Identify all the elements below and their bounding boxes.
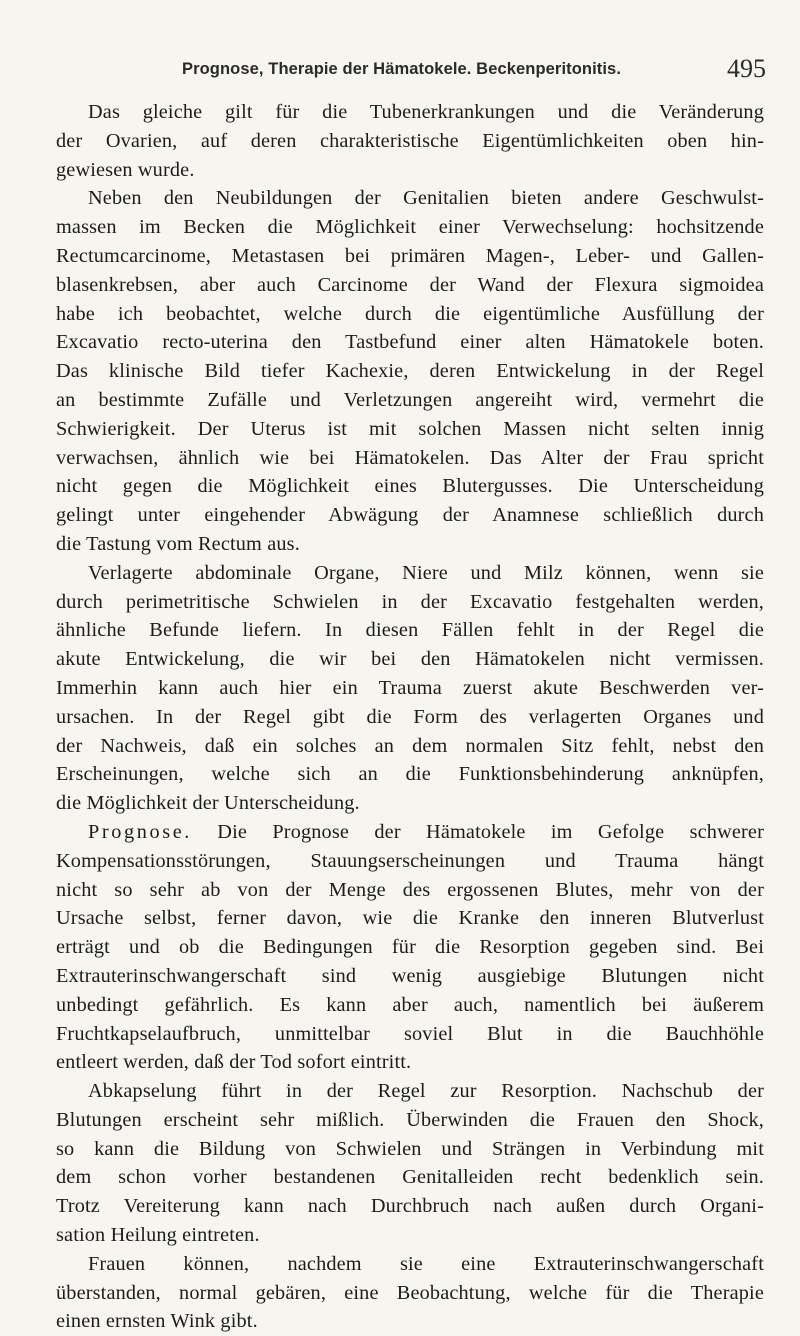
text-line: habe ich beobachtet, welche durch die eigentümliche Ausfüllung der bbox=[56, 302, 764, 325]
text-line: nicht so sehr ab von der Menge des ergossenen Blutes, mehr von der bbox=[56, 878, 764, 901]
running-header bbox=[182, 52, 772, 82]
text-line: an bestimmte Zufälle und Verletzungen angereiht wird, vermehrt die bbox=[56, 388, 764, 411]
text-line: Excavatio recto-uterina den Tastbefund einer alten Hämatokele boten. bbox=[56, 331, 764, 354]
text-line: Erscheinungen, welche sich an die Funktionsbehinderung anknüpfen, bbox=[56, 763, 764, 786]
text-line: entleert werden, daß der Tod sofort eintritt. bbox=[56, 1051, 412, 1074]
text-line: gewiesen wurde. bbox=[56, 158, 195, 181]
text-line: gelingt unter eingehender Abwägung der Anamnese schließlich durch bbox=[56, 504, 764, 527]
text-line: Verlagerte abdominale Organe, Niere und Milz können, wenn sie bbox=[88, 561, 764, 584]
text-line: Kompensationsstörungen, Stauungserscheinungen und Trauma hängt bbox=[56, 849, 764, 872]
text-line: Schwierigkeit. Der Uterus ist mit solchen Massen nicht selten innig bbox=[56, 417, 764, 440]
text-line: Rectumcarcinome, Metastasen bei primären Magen-, Leber- und Gallen- bbox=[56, 244, 764, 267]
section-heading-prognose: Prognose. bbox=[88, 820, 192, 843]
text-line: blasenkrebsen, aber auch Carcinome der Wand der Flexura sigmoidea bbox=[56, 273, 764, 296]
text-line: ähnliche Befunde liefern. In diesen Fällen fehlt in der Regel die bbox=[56, 619, 764, 642]
text-line: Blutungen erscheint sehr mißlich. Überwinden die Frauen den Shock, bbox=[56, 1108, 764, 1131]
text-line: Das gleiche gilt für die Tubenerkrankungen und die Veränderung bbox=[88, 101, 764, 123]
text-line: Ursache selbst, ferner davon, wie die Kranke den inneren Blutverlust bbox=[56, 907, 764, 930]
text-line: unbedingt gefährlich. Es kann aber auch, namentlich bei äußerem bbox=[56, 993, 764, 1016]
text-line: der Nachweis, daß ein solches an dem normalen Sitz fehlt, nebst den bbox=[56, 734, 764, 757]
text-line-prognose bbox=[56, 818, 764, 847]
text-line: massen im Becken die Möglichkeit einer Verwechselung: hochsitzende bbox=[56, 216, 764, 239]
text-line: so kann die Bildung von Schwielen und Strängen in Verbindung mit bbox=[56, 1137, 764, 1160]
text-line: dem schon vorher bestandenen Genitalleiden recht bedenklich sein. bbox=[56, 1166, 764, 1189]
text-line: Extrauterinschwangerschaft sind wenig ausgiebige Blutungen nicht bbox=[56, 964, 764, 987]
text-line: ursachen. In der Regel gibt die Form des verlagerten Organes und bbox=[56, 705, 764, 728]
page-number: 495 bbox=[727, 54, 766, 83]
text-line: einen ernsten Wink gibt. bbox=[56, 1310, 258, 1333]
text-line: Immerhin kann auch hier ein Trauma zuerst akute Beschwerden ver- bbox=[56, 676, 764, 699]
text-line: Fruchtkapselaufbruch, unmittelbar soviel Blut in die Bauchhöhle bbox=[56, 1022, 764, 1045]
text-line: überstanden, normal gebären, eine Beobachtung, welche für die Therapie bbox=[56, 1281, 764, 1304]
text-line: Neben den Neubildungen der Genitalien bieten andere Geschwulst- bbox=[88, 187, 764, 210]
text-line: die Tastung vom Rectum aus. bbox=[56, 532, 300, 555]
text-line: sation Heilung eintreten. bbox=[56, 1224, 260, 1247]
text-line: verwachsen, ähnlich wie bei Hämatokelen. Das Alter der Frau spricht bbox=[56, 446, 764, 469]
text-line: Abkapselung führt in der Regel zur Resorption. Nachschub der bbox=[88, 1080, 764, 1103]
text-line: Frauen können, nachdem sie eine Extrauterinschwangerschaft bbox=[88, 1252, 764, 1275]
text-line: der Ovarien, auf deren charakteristische Eigentümlichkeiten oben hin- bbox=[56, 129, 764, 152]
running-title: Prognose, Therapie der Hämatokele. Beckenperitonitis. bbox=[182, 60, 622, 78]
text-line: erträgt und ob die Bedingungen für die Resorption gegeben sind. Bei bbox=[56, 936, 764, 959]
text-line: Die Prognose der Hämatokele im Gefolge schwerer bbox=[217, 820, 764, 843]
text-line: Trotz Vereiterung kann nach Durchbruch nach außen durch Organi- bbox=[56, 1195, 764, 1218]
text-line: nicht gegen die Möglichkeit eines Blutergusses. Die Unterscheidung bbox=[56, 475, 764, 498]
text-line: die Möglichkeit der Unterscheidung. bbox=[56, 792, 360, 815]
text-line: Das klinische Bild tiefer Kachexie, deren Entwickelung in der Regel bbox=[56, 360, 764, 383]
text-line: akute Entwickelung, die wir bei den Hämatokelen nicht vermissen. bbox=[56, 648, 764, 671]
body-text bbox=[56, 98, 764, 1336]
text-line: durch perimetritische Schwielen in der Excavatio festgehalten werden, bbox=[56, 590, 764, 613]
